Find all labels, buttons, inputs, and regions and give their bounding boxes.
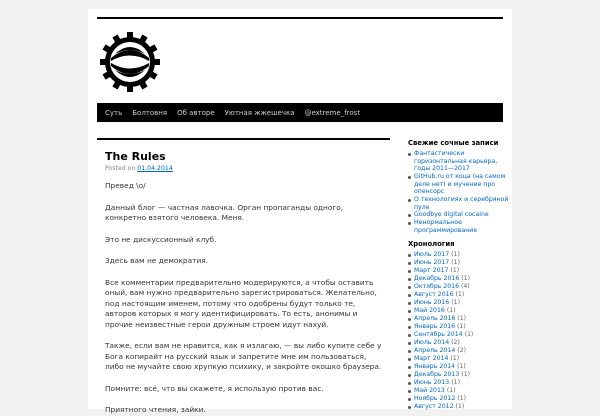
archive-item: [406, 291, 510, 299]
archive-count: (1): [461, 371, 471, 379]
post-paragraph: Данный блог — частная лавочка. Орган пропаганды одного, конкретно взятого человека. Меня.: [105, 202, 344, 222]
archive-link[interactable]: Май 2013: [414, 387, 445, 395]
archive-count: (1): [457, 363, 466, 371]
nav-item-sut[interactable]: Суть: [105, 108, 123, 117]
archive-count: (1): [464, 331, 474, 339]
archive-count: (1): [450, 267, 460, 275]
archive-item: [406, 339, 510, 347]
archive-item: [406, 331, 510, 339]
archive-link[interactable]: Декабрь 2013: [414, 371, 460, 379]
nav-item-twitter[interactable]: @extreme_frost: [304, 108, 361, 117]
recent-post-item: [406, 211, 510, 219]
post-paragraph: Помните: всё, что вы скажете, я использую против вас.: [105, 383, 324, 393]
archive-link[interactable]: Март 2017: [414, 267, 449, 275]
recent-post-link[interactable]: Ненормальное программирование: [414, 219, 478, 234]
post-title[interactable]: The Rules: [105, 150, 166, 163]
archive-link[interactable]: Август 2016: [414, 291, 454, 299]
recent-post-item: [406, 150, 510, 173]
archive-list: [406, 251, 510, 411]
archive-link[interactable]: Май 2016: [414, 307, 445, 315]
archive-count: (1): [457, 315, 467, 323]
archive-link[interactable]: Июль 2014: [414, 339, 450, 347]
recent-posts-list: [406, 150, 510, 234]
archive-item: [406, 315, 510, 323]
post-paragraph: Приятного чтения, зайки.: [105, 405, 206, 414]
page-wrapper: [88, 9, 512, 414]
archive-item: [406, 355, 510, 363]
recent-post-link[interactable]: Фантастически горизонтальная карьера, годы 2011—2017: [414, 150, 498, 173]
post-paragraph: Все комментарии предварительно модерируются, а чтобы оставить оный, вам нужно предварительно зарегистрироваться. Желательно, под настоящим именем, потому что одобрены будут только те, авторов которых я могу идентифицировать. То есть, анонимы и прочие неизвестные герои дружным строем идут нахуй.: [105, 277, 377, 329]
archive-count: (1): [455, 291, 465, 299]
archive-link[interactable]: Сентябрь 2014: [414, 331, 463, 339]
post-paragraph: Это не дискуссионный клуб.: [105, 234, 217, 244]
archive-count: (1): [457, 395, 466, 403]
archive-item: [406, 283, 510, 291]
archive-item: [406, 371, 510, 379]
archive-count: (4): [461, 283, 470, 291]
archive-count: (1): [450, 355, 460, 363]
nav-item-livejournal[interactable]: Уютная жжешечка: [224, 108, 295, 117]
post-meta-prefix: Posted on: [105, 165, 136, 172]
nav-item-boltovnya[interactable]: Болтовня: [132, 108, 168, 117]
post-content: [97, 140, 390, 414]
post-paragraph: Также, если вам не нравится, как я излагаю, — вы либо купите себе у Бога копирайт на русский язык и запретите мне им пользоваться, либо не мучайте свою хрупкую психику, и закройте окошко браузера.: [105, 341, 382, 371]
recent-post-link[interactable]: GitHub.ru от коца (на самом деле нет) и мучение про опенсорс: [414, 172, 506, 196]
site-logo[interactable]: [100, 26, 160, 96]
archive-count: (1): [461, 275, 471, 283]
archive-count: (1): [451, 299, 460, 307]
archive-link[interactable]: Апрель 2014: [414, 347, 456, 355]
post-date-link[interactable]: 01.04.2014: [137, 165, 173, 172]
archive-count: (1): [446, 307, 456, 315]
archive-item: [406, 347, 510, 355]
archive-link[interactable]: Март 2014: [414, 355, 449, 363]
main-nav: [97, 103, 503, 122]
recent-post-link[interactable]: Goodbye digital cocaine: [414, 211, 489, 219]
archive-item: [406, 259, 510, 267]
archive-link[interactable]: Апрель 2016: [414, 315, 456, 323]
recent-post-item: [406, 219, 510, 234]
archive-link[interactable]: Декабрь 2016: [414, 275, 460, 283]
archive-count: (1): [455, 403, 465, 411]
archive-link[interactable]: Январь 2014: [414, 363, 456, 371]
archive-count: (2): [457, 347, 467, 355]
archive-link[interactable]: Октябрь 2016: [414, 283, 460, 291]
archive-link[interactable]: Ноябрь 2012: [414, 395, 456, 403]
archive-item: [406, 403, 510, 411]
sidebar: [406, 138, 510, 409]
archive-count: (1): [446, 387, 456, 395]
archive-count: (1): [451, 251, 460, 259]
post-paragraph: Здесь вам не демократия.: [105, 256, 209, 265]
archive-count: (1): [451, 259, 460, 267]
archive-count: (1): [451, 379, 460, 387]
archive-link[interactable]: Январь 2016: [414, 323, 456, 331]
archive-link[interactable]: Август 2012: [414, 403, 454, 411]
archive-count: (1): [457, 323, 466, 331]
archive-item: [406, 395, 510, 403]
archive-title: Хронология: [408, 240, 455, 249]
post-paragraph: Превед \о/: [105, 181, 146, 190]
archive-link[interactable]: Июнь 2016: [414, 299, 450, 307]
recent-post-item: [406, 196, 510, 211]
archive-link[interactable]: Июнь 2017: [414, 259, 450, 267]
recent-posts-title: Свежие сочные записи: [408, 139, 499, 147]
header-rule: [97, 17, 503, 19]
archive-item: [406, 251, 510, 259]
nav-item-about[interactable]: Об авторе: [177, 108, 215, 117]
archive-count: (2): [451, 339, 460, 347]
post-meta: [105, 164, 382, 173]
archive-item: [406, 307, 510, 315]
archive-link[interactable]: Июль 2017: [414, 251, 450, 259]
archive-link[interactable]: Июнь 2013: [414, 379, 450, 387]
recent-post-link[interactable]: О технологиях и серебряной пуле: [414, 195, 509, 211]
recent-post-item: [406, 173, 510, 196]
